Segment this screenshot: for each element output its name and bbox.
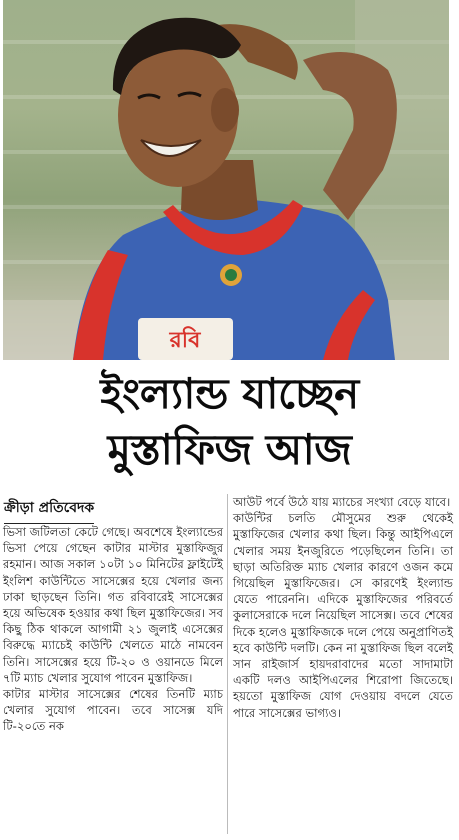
article-column-left — [3, 524, 223, 735]
svg-text:রবি: রবি — [169, 328, 201, 353]
news-photo — [3, 0, 449, 360]
paragraph: ভিসা জটিলতা কেটে গেছে। অবশেষে ইংল্যান্ডের ভিসা পেয়ে গেছেন কাটার মাস্টার মুস্তাফিজুর রহমান। আজ সকাল ১০টা ১০ মিনিটের ফ্লাইটেই ইংলিশ কাউন্টিতে সাসেক্সের হয়ে খেলার জন্য ঢাকা ছাড়ছেন তিনি। গত রবিবারেই সাসেক্সের হয়ে অভিষেক হওয়ার কথা ছিল মুস্তাফিজের। সব কিছু ঠিক থাকলে আগামী ২১ জুলাই এসেক্সের বিরুদ্ধে ম্যাচেই কাউন্টি খেলতে মাঠে নামবেন তিনি। সাসেক্সের হয়ে টি-২০ ও ওয়ানডে মিলে ৭টি ম্যাচ খেলার সুযোগ পাবেন মুস্তাফিজ। — [3, 525, 223, 685]
headline-line-2: মুস্তাফিজ আজ — [107, 425, 352, 474]
byline: ক্রীড়া প্রতিবেদক — [4, 496, 94, 524]
cricketer-illustration — [3, 0, 449, 360]
headline — [0, 366, 459, 478]
article-column-right — [233, 494, 453, 721]
headline-line-1: ইংল্যান্ড যাচ্ছেন — [100, 369, 359, 418]
paragraph: আউট পর্বে উঠে যায় ম্যাচের সংখ্যা বেড়ে যাবে। — [233, 495, 451, 509]
paragraph: কাউন্টির চলতি মৌসুমের শুরু থেকেই মুস্তাফিজের খেলার কথা ছিল। কিন্তু আইপিএলে খেলার সময় ইনজুরিতে পড়েছিলেন তিনি। তা ছাড়া অতিরিক্ত ম্যাচ খেলার কারণে ওজন কমে গিয়েছিল মুস্তাফিজের। সে কারণেই ইংল্যান্ড যেতে পারেননি। এদিকে মুস্তাফিজের পরিবর্তে কুলাসেরাকে দলে নিয়েছিল সাসেক্স। তবে শেষের দিকে হলেও মুস্তাফিজকে দলে পেয়ে অনুপ্রাণিতই হবে কাউন্টি দলটি। কেন না মুস্তাফিজ ছিল বলেই সান রাইজার্স হায়দরাবাদের মতো সাদামাটা একটি দলও আইপিএলের শিরোপা জিতেছে। হয়তো মুস্তাফিজ যোগ দেওয়ায় বদলে যেতে পারে সাসেক্সের ভাগ্যও। — [233, 511, 453, 720]
paragraph: কাটার মাস্টার সাসেক্সের শেষের তিনটি ম্যাচ খেলার সুযোগ পাবেন। তবে সাসেক্স যদি টি-২০তে নক — [3, 687, 223, 734]
column-divider — [227, 494, 228, 834]
